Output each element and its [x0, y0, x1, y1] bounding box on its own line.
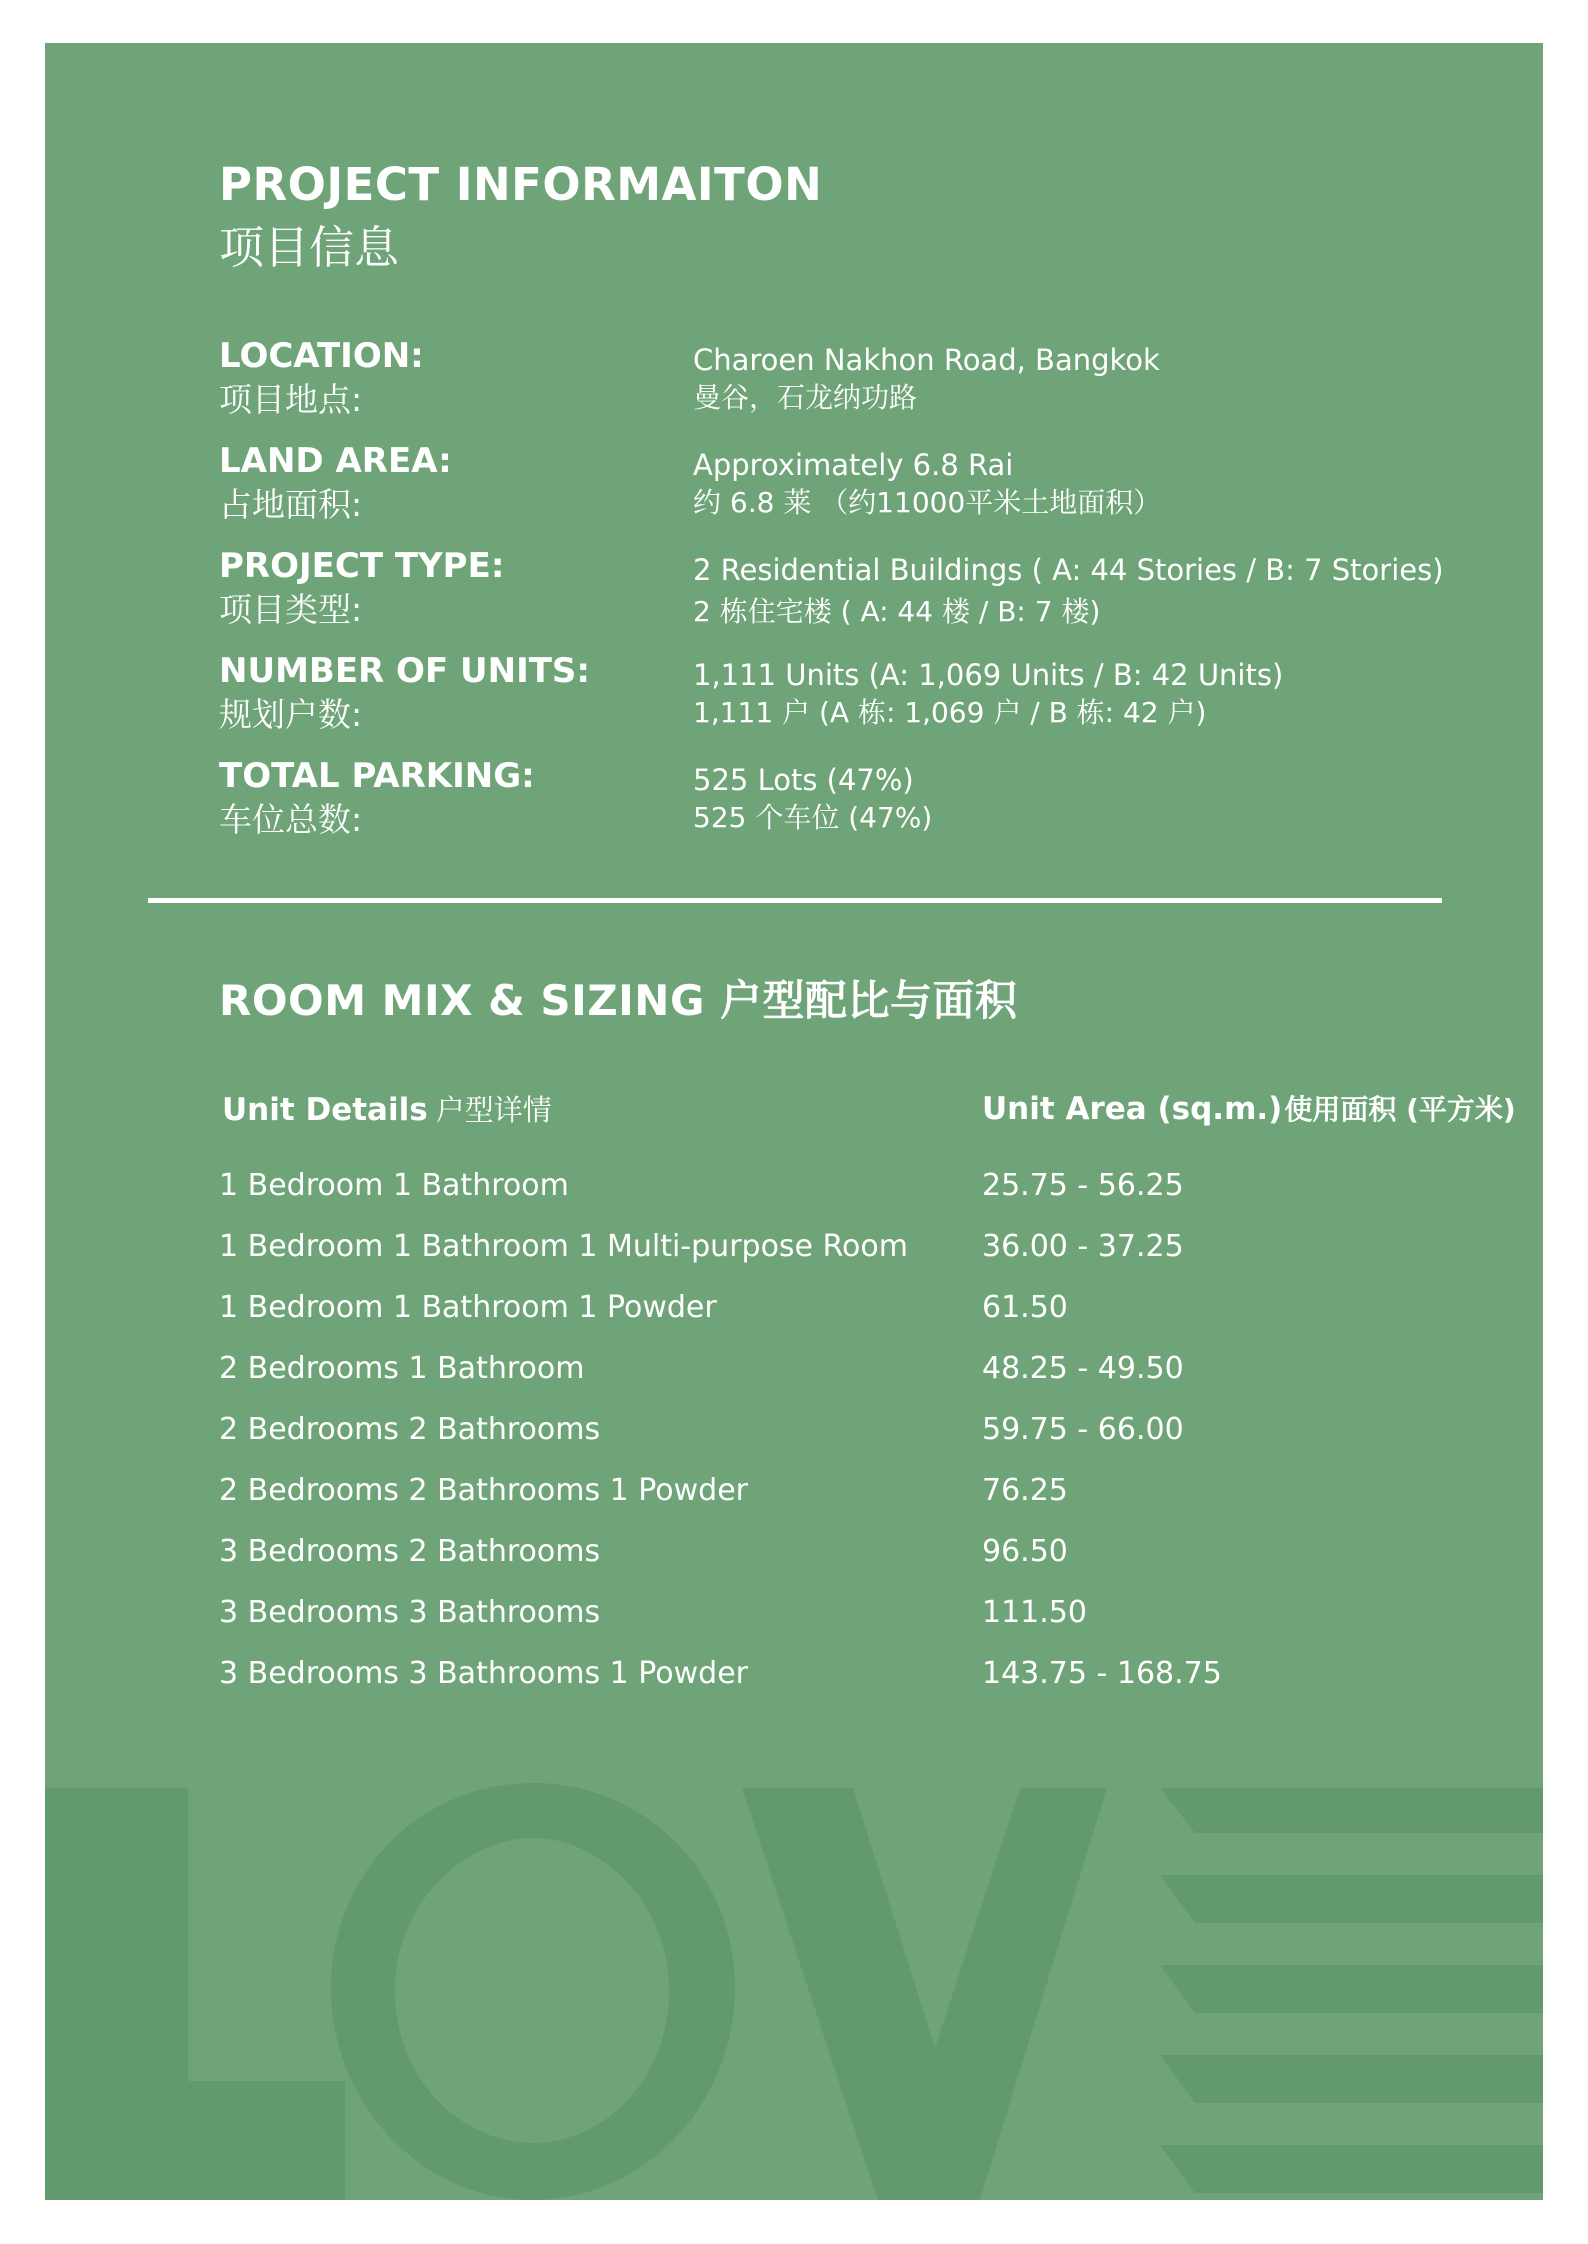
room-area: 48.25 - 49.50	[982, 1351, 1184, 1386]
project-info-title-zh: 项目信息	[219, 221, 400, 274]
room-row	[219, 1229, 1519, 1269]
info-value: Charoen Nakhon Road, Bangkok	[693, 343, 1160, 377]
info-label: NUMBER OF UNITS:	[219, 651, 591, 691]
room-unit: 3 Bedrooms 2 Bathrooms	[219, 1534, 601, 1569]
room-row	[219, 1656, 1519, 1696]
room-unit: 3 Bedrooms 3 Bathrooms 1 Powder	[219, 1656, 748, 1691]
unit-area-header	[982, 1088, 1516, 1128]
info-label: TOTAL PARKING:	[219, 756, 535, 796]
room-row	[219, 1168, 1519, 1208]
room-mix-title: ROOM MIX & SIZING 户型配比与面积	[219, 976, 1018, 1025]
room-row	[219, 1351, 1519, 1391]
room-unit: 1 Bedroom 1 Bathroom 1 Powder	[219, 1290, 717, 1325]
info-value: 2 Residential Buildings ( A: 44 Stories / B: 7 Stories)	[693, 553, 1444, 587]
unit-details-header-zh: 户型详情	[435, 1093, 552, 1127]
room-area: 143.75 - 168.75	[982, 1656, 1222, 1691]
room-unit: 2 Bedrooms 2 Bathrooms	[219, 1412, 601, 1447]
brochure-panel	[45, 43, 1543, 2200]
room-unit: 2 Bedrooms 2 Bathrooms 1 Powder	[219, 1473, 748, 1508]
room-area: 76.25	[982, 1473, 1068, 1508]
info-label: LOCATION:	[219, 336, 424, 376]
room-area: 61.50	[982, 1290, 1068, 1325]
room-area: 111.50	[982, 1595, 1087, 1630]
info-row-number-of-units	[219, 651, 1519, 734]
info-value-zh: 2 栋住宅楼 ( A: 44 楼 / B: 7 楼)	[693, 595, 1101, 628]
info-value: 525 Lots (47%)	[693, 763, 914, 797]
room-unit: 2 Bedrooms 1 Bathroom	[219, 1351, 585, 1386]
info-label-zh: 规划户数:	[219, 695, 363, 734]
room-area: 36.00 - 37.25	[982, 1229, 1184, 1264]
project-info-title: PROJECT INFORMAITON	[219, 158, 823, 211]
room-unit: 1 Bedroom 1 Bathroom 1 Multi-purpose Room	[219, 1229, 908, 1264]
info-label: LAND AREA:	[219, 441, 452, 481]
room-unit: 1 Bedroom 1 Bathroom	[219, 1168, 569, 1203]
room-area: 59.75 - 66.00	[982, 1412, 1184, 1447]
love-watermark-graphic	[45, 1783, 1543, 2200]
unit-area-header-zh: 使用面积 (平方米)	[1284, 1093, 1516, 1126]
unit-area-header-en: Unit Area (sq.m.)	[982, 1091, 1283, 1127]
room-area: 96.50	[982, 1534, 1068, 1569]
info-label-zh: 项目地点:	[219, 380, 363, 419]
info-row-location	[219, 336, 1519, 419]
room-row	[219, 1534, 1519, 1574]
room-row	[219, 1412, 1519, 1452]
info-value-zh: 约 6.8 莱 （约11000平米土地面积）	[693, 486, 1162, 519]
info-label: PROJECT TYPE:	[219, 546, 505, 586]
section-divider	[148, 898, 1442, 903]
room-area: 25.75 - 56.25	[982, 1168, 1184, 1203]
room-row	[219, 1473, 1519, 1513]
info-value: 1,111 Units (A: 1,069 Units / B: 42 Units)	[693, 658, 1284, 692]
info-label-zh: 占地面积:	[219, 485, 363, 524]
info-row-land-area	[219, 441, 1519, 524]
info-value-zh: 曼谷，石龙纳功路	[693, 381, 918, 414]
room-row	[219, 1290, 1519, 1330]
room-row	[219, 1595, 1519, 1635]
info-row-total-parking	[219, 756, 1519, 839]
info-value-zh: 1,111 户 (A 栋: 1,069 户 / B 栋: 42 户)	[693, 696, 1207, 729]
room-unit: 3 Bedrooms 3 Bathrooms	[219, 1595, 601, 1630]
info-value-zh: 525 个车位 (47%)	[693, 801, 933, 834]
info-row-project-type	[219, 546, 1519, 629]
info-label-zh: 项目类型:	[219, 590, 363, 629]
unit-details-header-en: Unit Details	[222, 1092, 428, 1128]
info-label-zh: 车位总数:	[219, 800, 363, 839]
info-value: Approximately 6.8 Rai	[693, 448, 1014, 482]
unit-details-header	[222, 1088, 552, 1129]
